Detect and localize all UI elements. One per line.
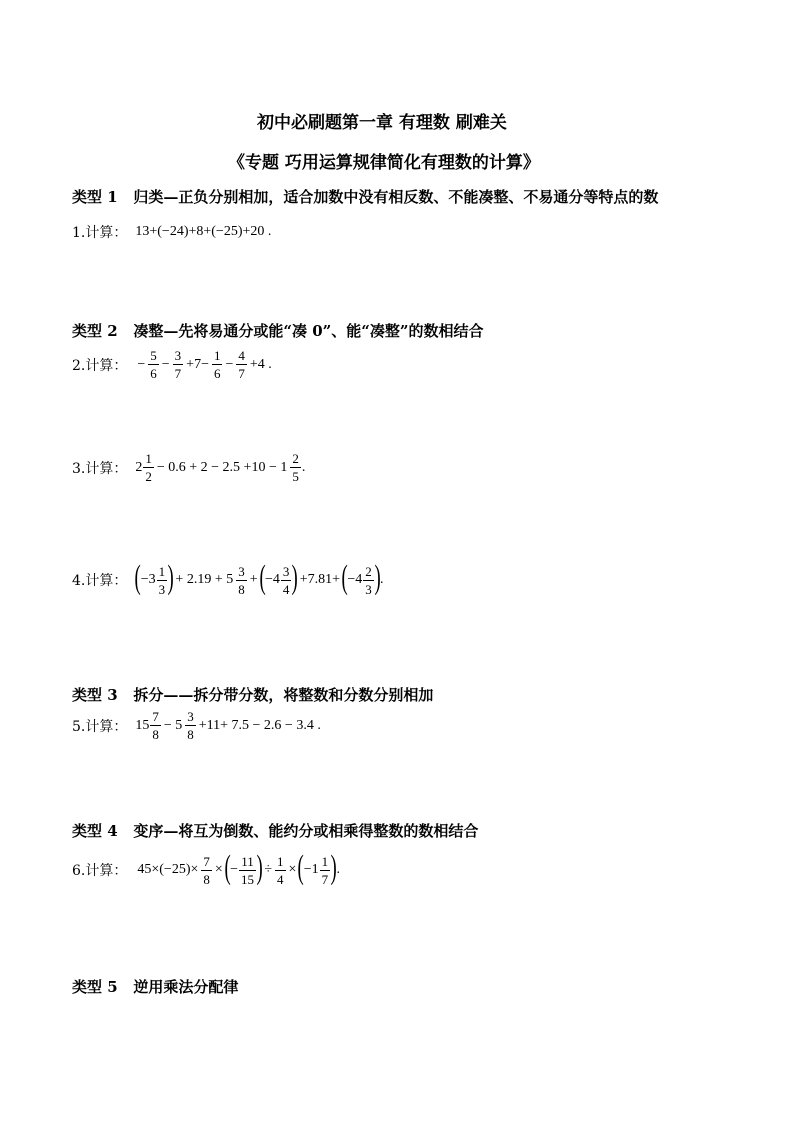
question-label: 2.计算： [72,357,128,374]
question-expression: 15 $\frac{7}{8}$ − 5 $\frac{3}{8}$ +11+ 7.5 − 2.6 − 3.4 . [135,709,321,742]
section-heading-2 [72,320,484,341]
question-expression: ( −3 $\frac{1}{3}$ ) + 2.19 + 5 $\frac{3}{8}$ + ( −4 $\frac{3}{4}$ ) +7.81+ ( −4 $\frac{2}{3}$ ) . [134,559,384,597]
question-3 [72,452,305,483]
question-expression: 2 $\frac{1}{2}$ − 0.6 + 2 − 2.5 +10 − 1 $\frac{2}{5}$ . [135,451,306,484]
section-label: 类型 1 [72,188,118,206]
section-text: 归类—正负分别相加，适合加数中没有相反数、不能凑整、不易通分等特点的数 [133,188,659,206]
page-subtitle: 《专题 巧用运算规律简化有理数的计算》 [228,153,540,173]
section-heading-5 [72,976,238,997]
question-5 [72,710,323,741]
section-heading-4 [72,820,478,841]
question-label: 1.计算： [72,225,128,241]
section-text: 凑整—先将易通分或能“凑 0”、能“凑整”的数相结合 [133,322,484,340]
question-6 [72,849,340,887]
section-label: 类型 5 [72,978,118,996]
question-2 [72,349,274,380]
section-label: 类型 3 [72,686,118,704]
section-label: 类型 2 [72,322,118,340]
section-heading-1 [72,186,658,207]
section-text: 逆用乘法分配律 [133,978,239,996]
question-label: 6.计算： [72,863,128,879]
section-text: 变序—将互为倒数、能约分或相乘得整数的数相结合 [133,822,479,840]
question-expression: − $\frac{5}{6}$ − $\frac{3}{7}$ +7− $\frac{1}{6}$ − $\frac{4}{7}$ +4 . [137,348,272,381]
section-label: 类型 4 [72,822,118,840]
question-1 [72,222,271,242]
page-title: 初中必刷题第一章 有理数 刷难关 [257,113,507,133]
question-expression: 13+(−24)+8+(−25)+20 . [135,224,272,239]
question-label: 3.计算： [72,460,128,477]
question-label: 4.计算： [72,573,128,589]
question-expression: 45×(−25)× $\frac{7}{8}$ × ( − $\frac{11}{15}$ ) ÷ $\frac{1}{4}$ × ( −1 $\frac{1}{7}$ ) . [137,849,340,887]
section-text: 拆分——拆分带分数，将整数和分数分别相加 [133,686,434,704]
question-4 [72,559,384,597]
section-heading-3 [72,684,433,705]
question-label: 5.计算： [72,718,128,735]
